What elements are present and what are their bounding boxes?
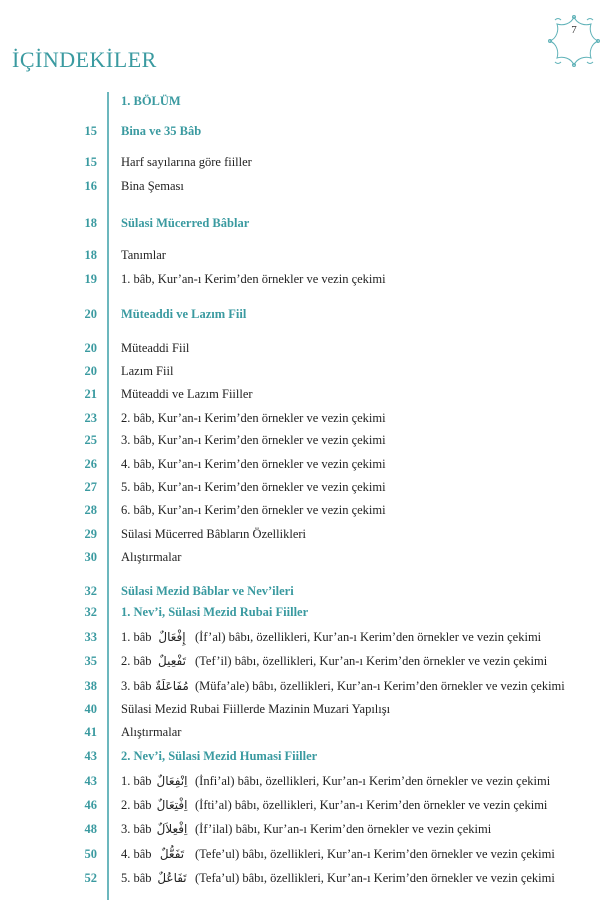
toc-entry [0,525,603,543]
toc-section-heading [0,582,603,600]
toc-entry-text [121,677,565,695]
toc-entry-text: 1. BÖLÜM [121,94,181,108]
toc-entry [0,723,603,741]
toc-entry [0,431,603,449]
toc-page-number: 32 [84,605,97,619]
toc-page-number: 52 [84,871,97,885]
toc-page-number: 30 [84,550,97,564]
toc-entry [0,177,603,195]
arabic-pattern: إِفْعَالٌ [158,630,186,644]
toc-page-number: 46 [84,798,97,812]
toc-page-number: 33 [84,630,97,644]
toc-page-number: 40 [84,702,97,716]
toc-page-number: 20 [84,364,97,378]
toc-entry [0,700,603,718]
toc-entry-text [121,796,547,814]
toc-page-number: 43 [84,774,97,788]
toc-entry-text: 4. bâb, Kur’an-ı Kerim’den örnekler ve vezin çekimi [121,457,386,471]
arabic-pattern: اِفْتِعَالٌ [156,798,188,812]
toc-entry-text: Sülasi Mezid Bâblar ve Nev’ileri [121,584,294,598]
bab-description: (İnfi’al) bâbı, özellikleri, Kur’an-ı Kerim’den örnekler ve vezin çekimi [195,774,551,788]
toc-entry [0,652,603,670]
toc-page-number: 21 [84,387,97,401]
toc-entry-text: Müteaddi Fiil [121,341,190,355]
toc-page-number: 15 [84,155,97,169]
toc-entry-text: 2. Nev’i, Sülasi Mezid Humasi Fiiller [121,749,318,763]
toc-page-number: 43 [84,749,97,763]
toc-page-number: 35 [84,654,97,668]
toc-entry [0,478,603,496]
toc-page-number: 28 [84,503,97,517]
toc-entry-text: 3. bâb, Kur’an-ı Kerim’den örnekler ve vezin çekimi [121,433,386,447]
toc-page-number: 20 [84,307,97,321]
arabic-pattern: مُفَاعَلَةٌ [155,679,189,693]
toc-page-number: 23 [84,411,97,425]
toc-entry-text: Bina ve 35 Bâb [121,124,202,138]
toc-entry-text: Müteaddi ve Lazım Fiil [121,307,247,321]
toc-entry-text [121,869,555,887]
bab-label: 2. bâb [121,654,152,668]
arabic-pattern: اِنْفِعَالٌ [156,774,188,788]
toc-section-heading [0,305,603,323]
toc-entry [0,270,603,288]
bab-label: 1. bâb [121,630,152,644]
toc-entry [0,246,603,264]
toc-page-number: 29 [84,527,97,541]
bab-label: 4. bâb [121,847,152,861]
toc-entry-text: 2. bâb, Kur’an-ı Kerim’den örnekler ve vezin çekimi [121,411,386,425]
toc-entry-text: Lazım Fiil [121,364,174,378]
toc-entry-text [121,652,547,670]
toc-entry-text: 5. bâb, Kur’an-ı Kerim’den örnekler ve vezin çekimi [121,480,386,494]
toc-entry [0,796,603,814]
toc-page-number: 38 [84,679,97,693]
toc-entry-text: Harf sayılarına göre fiiller [121,155,252,169]
toc-entry-text: Müteaddi ve Lazım Fiiller [121,387,253,401]
arabic-pattern: تَفَعُّلٌ [159,847,185,861]
toc-page-number: 15 [84,124,97,138]
toc-page-number: 26 [84,457,97,471]
toc-entry [0,628,603,646]
toc-page-number: 50 [84,847,97,861]
bab-description: (İf’al) bâbı, özellikleri, Kur’an-ı Kerim’den örnekler ve vezin çekimi [195,630,542,644]
arabic-pattern: اِفْعِلاَلٌ [156,822,188,836]
toc-entry [0,677,603,695]
bab-label: 2. bâb [121,798,152,812]
toc-entry [0,153,603,171]
bab-label: 1. bâb [121,774,152,788]
toc-entry-text: Bina Şeması [121,179,184,193]
bab-description: (Tefe’ul) bâbı, özellikleri, Kur’an-ı Kerim’den örnekler ve vezin çekimi [195,847,555,861]
toc-entry [0,820,603,838]
toc-entry-text: Alıştırmalar [121,725,182,739]
toc-entry-text: Sülasi Mücerred Bâblar [121,216,250,230]
toc-section-heading [0,214,603,232]
bab-description: (Tefa’ul) bâbı, özellikleri, Kur’an-ı Kerim’den örnekler ve vezin çekimi [195,871,555,885]
page-title: İÇİNDEKİLER [12,47,157,72]
toc-entry [0,548,603,566]
toc-entry [0,501,603,519]
toc-entry-text [121,628,541,646]
bab-label: 5. bâb [121,871,152,885]
toc-entry-text: 6. bâb, Kur’an-ı Kerim’den örnekler ve vezin çekimi [121,503,386,517]
bab-description: (Tef’il) bâbı, özellikleri, Kur’an-ı Kerim’den örnekler ve vezin çekimi [195,654,548,668]
toc-page-number: 18 [84,248,97,262]
toc-entry-text [121,820,491,838]
toc-page-number: 25 [84,433,97,447]
toc-entry-text: 1. bâb, Kur’an-ı Kerim’den örnekler ve vezin çekimi [121,272,386,286]
toc-entry-text: Tanımlar [121,248,166,262]
toc-entry-text: Sülasi Mücerred Bâbların Özellikleri [121,527,307,541]
toc-entry-text: Sülasi Mezid Rubai Fiillerde Mazinin Muzari Yapılışı [121,702,391,716]
bab-description: (Müfa’ale) bâbı, özellikleri, Kur’an-ı Kerim’den örnekler ve vezin çekimi [195,679,565,693]
toc-page-number: 27 [84,480,97,494]
toc-entry [0,772,603,790]
toc-entry-text: 1. Nev’i, Sülasi Mezid Rubai Fiiller [121,605,309,619]
toc-entry [0,339,603,357]
arabic-pattern: تَفْعِيلٌ [158,654,186,668]
toc-page-number: 20 [84,341,97,355]
toc-page-number: 18 [84,216,97,230]
toc-entry [0,845,603,863]
toc-page-number: 48 [84,822,97,836]
bab-description: (İfti’al) bâbı, özellikleri, Kur’an-ı Kerim’den örnekler ve vezin çekimi [195,798,548,812]
toc-entry-text [121,845,555,863]
toc-page-number: 41 [84,725,97,739]
toc-entry [0,385,603,403]
arabic-pattern: تَفَاعُلٌ [157,871,187,885]
toc-entry-text [121,772,550,790]
toc-section-heading [0,603,603,621]
toc-entry [0,869,603,887]
toc-entry [0,362,603,380]
toc-page-number: 16 [84,179,97,193]
toc-section-heading [0,122,603,140]
bab-description: (İf’ilal) bâbı, Kur’an-ı Kerim’den örnekler ve vezin çekimi [195,822,492,836]
toc-entry [0,409,603,427]
toc-page-number: 32 [84,584,97,598]
toc-entry [0,455,603,473]
page-number: 7 [571,24,577,36]
toc-entry-text: Alıştırmalar [121,550,182,564]
toc-page-number: 19 [84,272,97,286]
toc-section-heading [0,92,603,110]
bab-label: 3. bâb [121,679,152,693]
toc-section-heading [0,747,603,765]
page-ornament [547,14,601,68]
bab-label: 3. bâb [121,822,152,836]
